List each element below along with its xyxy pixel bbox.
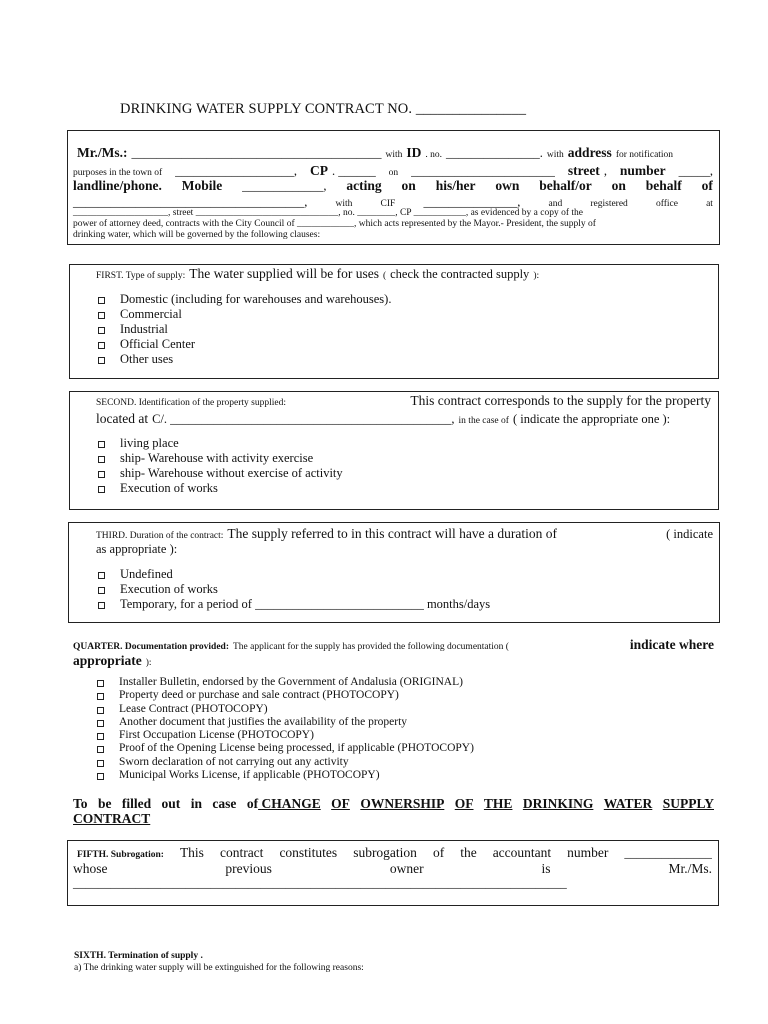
checkbox-icon[interactable] (97, 746, 104, 753)
party-details-box (67, 130, 720, 245)
sixth-line: a) The drinking water supply will be extinguished for the following reasons: (74, 963, 364, 973)
second-clause-box (69, 391, 719, 510)
list-item[interactable]: Domestic (including for warehouses and warehouses). (98, 292, 391, 307)
list-item[interactable]: Execution of works (98, 481, 343, 496)
list-item[interactable]: Lease Contract (PHOTOCOPY) (97, 703, 474, 716)
list-item[interactable]: Commercial (98, 307, 391, 322)
list-item[interactable]: living place (98, 436, 343, 451)
checkbox-icon[interactable] (98, 327, 105, 334)
list-item[interactable]: Temporary, for a period of ___________________________ months/days (98, 597, 490, 612)
fifth-line-2: whose previous owner is Mr./Ms. (73, 861, 712, 876)
checkbox-icon[interactable] (98, 486, 105, 493)
checkbox-icon[interactable] (98, 357, 105, 364)
contract-title: DRINKING WATER SUPPLY CONTRACT NO. _______________ (120, 101, 527, 117)
documentation-list (97, 676, 474, 782)
intro-line-3: landline/phone. Mobile _____________, acting on his/her own behalf/or on behalf of (73, 178, 713, 193)
checkbox-icon[interactable] (98, 456, 105, 463)
second-heading-2: located at C/. _____________________________________________, in the case of ( indicate the appropriate one ): (96, 411, 671, 426)
intro-line-6: power of attorney deed, contracts with the City Council of ____________, which acts represented by the Mayor.- President, the supply of (73, 219, 596, 229)
checkbox-icon[interactable] (98, 587, 105, 594)
list-item[interactable]: Execution of works (98, 582, 490, 597)
checkbox-icon[interactable] (97, 680, 104, 687)
first-heading: FIRST. Type of supply: The water supplied will be for uses ( check the contracted supply ): (96, 266, 540, 281)
duration-list (98, 567, 490, 612)
checkbox-icon[interactable] (98, 572, 105, 579)
checkbox-icon[interactable] (98, 297, 105, 304)
checkbox-icon[interactable] (98, 602, 105, 609)
change-of-ownership-heading: To be filled out in case of CHANGE OF OWNERSHIP OF THE DRINKING WATER SUPPLY CONTRACT (73, 796, 714, 826)
list-item[interactable]: Installer Bulletin, endorsed by the Government of Andalusia (ORIGINAL) (97, 676, 474, 689)
list-item[interactable]: ship- Warehouse with activity exercise (98, 451, 343, 466)
list-item[interactable]: Official Center (98, 337, 391, 352)
checkbox-icon[interactable] (98, 342, 105, 349)
checkbox-icon[interactable] (97, 733, 104, 740)
checkbox-icon[interactable] (98, 441, 105, 448)
list-item[interactable]: Other uses (98, 352, 391, 367)
checkbox-icon[interactable] (97, 720, 104, 727)
list-item[interactable]: Industrial (98, 322, 391, 337)
quarter-section (73, 636, 714, 670)
property-type-list (98, 436, 343, 496)
fifth-line-3: _______________________________________________________________________________ (73, 876, 567, 890)
checkbox-icon[interactable] (98, 471, 105, 478)
list-item[interactable]: Municipal Works License, if applicable (PHOTOCOPY) (97, 769, 474, 782)
list-item[interactable]: Sworn declaration of not carrying out any activity (97, 756, 474, 769)
first-clause-box (69, 264, 719, 379)
checkbox-icon[interactable] (97, 693, 104, 700)
checkbox-icon[interactable] (97, 760, 104, 767)
intro-line-4: _____________________________________, with CIF _______________, and registered office at (73, 195, 713, 209)
fifth-line-1: FIFTH. Subrogation: This contract constitutes subrogation of the accountant number ______________ (77, 845, 712, 860)
intro-line-1: Mr./Ms.: ________________________________________ with ID . no. _______________. with address for notification (77, 145, 674, 160)
quarter-heading-2: appropriate ): (73, 653, 152, 668)
intro-line-5: ____________________, street ______________________________, no. ________, CP ___________, as evidenced by a copy of the (73, 208, 583, 218)
fifth-clause-box (67, 840, 719, 906)
quarter-heading-1: QUARTER. Documentation provided: The applicant for the supply has provided the following documentation ( indicate where (73, 637, 714, 652)
list-item[interactable]: Another document that justifies the availability of the property (97, 716, 474, 729)
intro-line-7: drinking water, which will be governed by the following clauses: (73, 230, 321, 240)
checkbox-icon[interactable] (98, 312, 105, 319)
list-item[interactable]: Proof of the Opening License being processed, if applicable (PHOTOCOPY) (97, 742, 474, 755)
checkbox-icon[interactable] (97, 707, 104, 714)
third-heading-1: THIRD. Duration of the contract: The supply referred to in this contract will have a duration of ( indicate (96, 526, 713, 541)
intro-line-2: purposes in the town of ___________________, CP . ______ on _______________________ street , number _____, (73, 163, 713, 178)
list-item[interactable]: ship- Warehouse without exercise of activity (98, 466, 343, 481)
list-item[interactable]: Undefined (98, 567, 490, 582)
supply-type-list (98, 292, 391, 367)
second-heading-1: SECOND. Identification of the property supplied: This contract corresponds to the supply for the property (96, 393, 711, 408)
list-item[interactable]: First Occupation License (PHOTOCOPY) (97, 729, 474, 742)
list-item[interactable]: Property deed or purchase and sale contract (PHOTOCOPY) (97, 689, 474, 702)
checkbox-icon[interactable] (97, 773, 104, 780)
third-heading-2: as appropriate ): (96, 542, 178, 556)
sixth-heading: SIXTH. Termination of supply . (74, 951, 203, 961)
third-clause-box (68, 522, 720, 623)
